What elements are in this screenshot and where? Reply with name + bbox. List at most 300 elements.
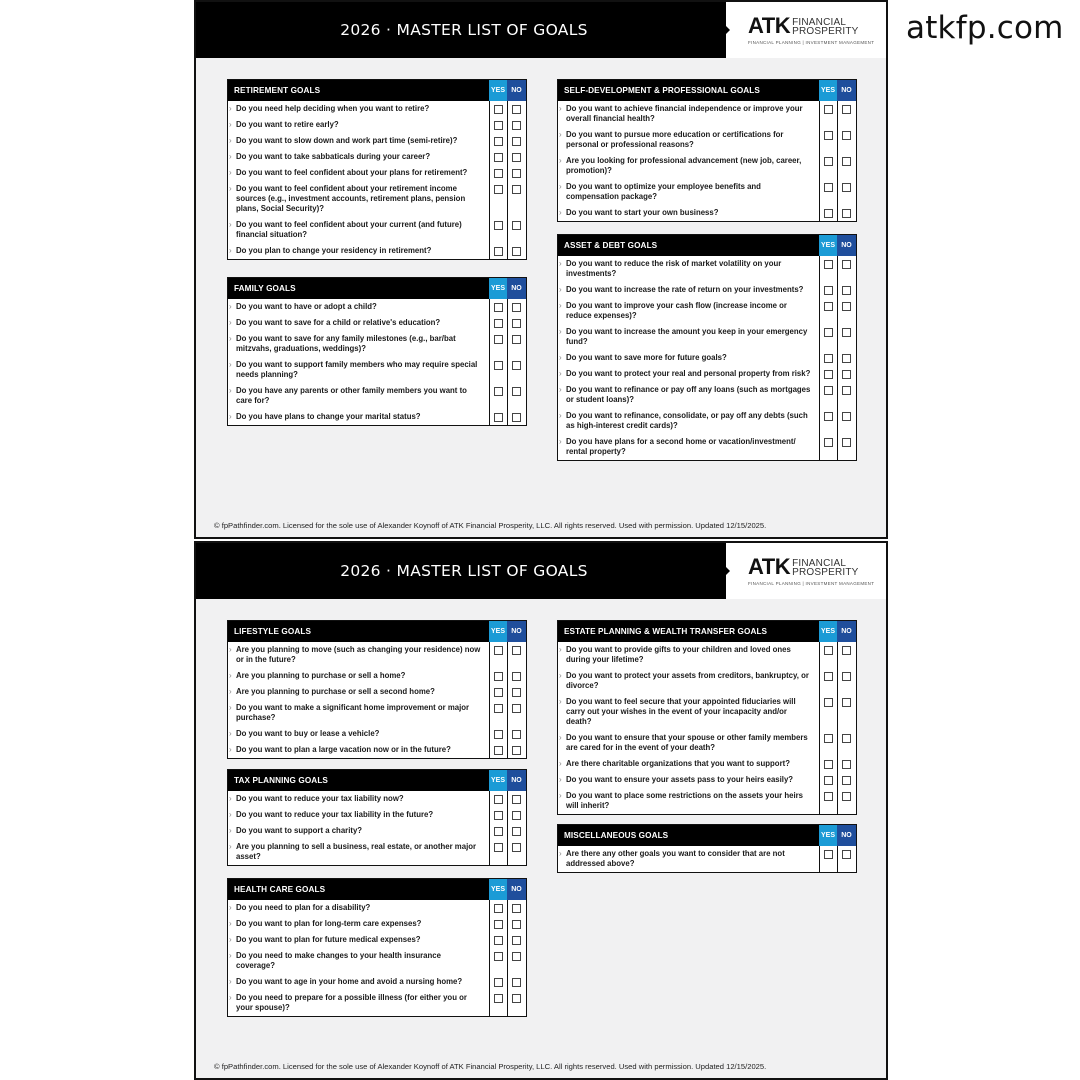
yes-checkbox[interactable] bbox=[494, 153, 503, 162]
yes-checkbox[interactable] bbox=[494, 646, 503, 655]
goal-question-cell bbox=[228, 133, 489, 149]
chevron-right-icon: › bbox=[559, 645, 562, 654]
goal-question: Do you want to protect your assets from creditors, bankruptcy, or divorce? bbox=[566, 671, 809, 690]
table-header bbox=[558, 80, 856, 101]
table-title: MISCELLANEOUS GOALS bbox=[564, 831, 669, 840]
no-cell bbox=[837, 788, 856, 814]
goal-question-cell bbox=[228, 974, 489, 990]
goal-question: Do you want to refinance, consolidate, or pay off any debts (such as high-interest credit cards)? bbox=[566, 411, 808, 430]
no-column-header: NO bbox=[837, 621, 856, 642]
yes-checkbox[interactable] bbox=[494, 247, 503, 256]
page-header bbox=[196, 2, 886, 58]
no-checkbox[interactable] bbox=[842, 386, 851, 395]
goal-question-cell bbox=[228, 299, 489, 315]
goal-question: Do you want to reduce your tax liability in the future? bbox=[236, 810, 434, 819]
goal-question-cell bbox=[558, 127, 819, 153]
no-cell bbox=[507, 990, 526, 1016]
goal-question: Do you have any parents or other family members you want to care for? bbox=[236, 386, 467, 405]
company-logo bbox=[748, 554, 859, 579]
yes-cell bbox=[489, 974, 507, 990]
no-checkbox[interactable] bbox=[842, 672, 851, 681]
yes-cell bbox=[819, 668, 837, 694]
table-header bbox=[228, 278, 526, 299]
goal-question: Do you want to save for a child or relative's education? bbox=[236, 318, 441, 327]
no-cell bbox=[837, 127, 856, 153]
goal-row bbox=[228, 217, 526, 243]
yes-cell bbox=[819, 756, 837, 772]
no-cell bbox=[507, 243, 526, 259]
goal-question-cell bbox=[228, 700, 489, 726]
no-cell bbox=[507, 974, 526, 990]
chevron-right-icon: › bbox=[229, 220, 232, 229]
no-checkbox[interactable] bbox=[842, 105, 851, 114]
chevron-right-icon: › bbox=[229, 703, 232, 712]
yes-checkbox[interactable] bbox=[494, 920, 503, 929]
chevron-right-icon: › bbox=[559, 791, 562, 800]
no-checkbox[interactable] bbox=[512, 920, 521, 929]
no-checkbox[interactable] bbox=[512, 153, 521, 162]
no-cell bbox=[837, 730, 856, 756]
table-lifestyle-goals bbox=[227, 620, 527, 759]
no-checkbox[interactable] bbox=[842, 646, 851, 655]
no-cell bbox=[507, 149, 526, 165]
title-notch-shape bbox=[724, 24, 730, 36]
site-url[interactable]: atkfp.com bbox=[906, 10, 1064, 46]
yes-cell bbox=[489, 726, 507, 742]
no-checkbox[interactable] bbox=[842, 157, 851, 166]
goal-question: Do you want to reduce your tax liability now? bbox=[236, 794, 404, 803]
yes-cell bbox=[819, 642, 837, 668]
yes-cell bbox=[489, 243, 507, 259]
no-cell bbox=[837, 179, 856, 205]
logo-mark: ATK bbox=[748, 554, 791, 579]
chevron-right-icon: › bbox=[559, 353, 562, 362]
yes-cell bbox=[489, 807, 507, 823]
goal-question-cell bbox=[558, 694, 819, 730]
yes-checkbox[interactable] bbox=[824, 209, 833, 218]
yes-cell bbox=[489, 133, 507, 149]
goal-row bbox=[558, 756, 856, 772]
goal-question: Do you want to retire early? bbox=[236, 120, 339, 129]
no-checkbox[interactable] bbox=[512, 221, 521, 230]
no-checkbox[interactable] bbox=[512, 169, 521, 178]
table-retirement-goals bbox=[227, 79, 527, 260]
no-checkbox[interactable] bbox=[512, 335, 521, 344]
yes-cell bbox=[489, 331, 507, 357]
table-health-care-goals bbox=[227, 878, 527, 1017]
no-checkbox[interactable] bbox=[842, 286, 851, 295]
yes-checkbox[interactable] bbox=[494, 361, 503, 370]
yes-checkbox[interactable] bbox=[824, 370, 833, 379]
yes-checkbox[interactable] bbox=[494, 827, 503, 836]
yes-cell bbox=[819, 127, 837, 153]
goal-question-cell bbox=[558, 205, 819, 221]
table-asset-debt-goals bbox=[557, 234, 857, 461]
yes-column-header: YES bbox=[489, 770, 507, 791]
yes-checkbox[interactable] bbox=[824, 131, 833, 140]
goal-question: Do you want to pursue more education or certifications for personal or professional reasons? bbox=[566, 130, 784, 149]
no-checkbox[interactable] bbox=[842, 354, 851, 363]
title-bar bbox=[196, 2, 732, 58]
goal-question: Do you want to make a significant home improvement or major purchase? bbox=[236, 703, 470, 722]
chevron-right-icon: › bbox=[229, 671, 232, 680]
no-cell bbox=[837, 756, 856, 772]
goal-row bbox=[228, 383, 526, 409]
goal-question: Do you want to feel confident about your plans for retirement? bbox=[236, 168, 468, 177]
yes-cell bbox=[489, 299, 507, 315]
yes-cell bbox=[489, 315, 507, 331]
goal-question-cell bbox=[228, 331, 489, 357]
yes-checkbox[interactable] bbox=[824, 354, 833, 363]
no-checkbox[interactable] bbox=[842, 183, 851, 192]
goal-question: Do you want to increase the rate of return on your investments? bbox=[566, 285, 804, 294]
goal-question-cell bbox=[228, 823, 489, 839]
yes-checkbox[interactable] bbox=[494, 221, 503, 230]
chevron-right-icon: › bbox=[229, 810, 232, 819]
yes-checkbox[interactable] bbox=[824, 776, 833, 785]
goal-row bbox=[228, 409, 526, 425]
no-cell bbox=[837, 668, 856, 694]
no-checkbox[interactable] bbox=[512, 994, 521, 1003]
chevron-right-icon: › bbox=[229, 334, 232, 343]
no-cell bbox=[837, 408, 856, 434]
goal-row bbox=[228, 839, 526, 865]
chevron-right-icon: › bbox=[229, 120, 232, 129]
yes-checkbox[interactable] bbox=[824, 438, 833, 447]
yes-column-header: YES bbox=[489, 278, 507, 299]
no-checkbox[interactable] bbox=[842, 328, 851, 337]
goal-row bbox=[558, 772, 856, 788]
goal-question-cell bbox=[228, 990, 489, 1016]
yes-checkbox[interactable] bbox=[494, 746, 503, 755]
goal-row bbox=[558, 205, 856, 221]
goal-question-cell bbox=[228, 684, 489, 700]
no-checkbox[interactable] bbox=[512, 904, 521, 913]
table-title: LIFESTYLE GOALS bbox=[234, 627, 312, 636]
chevron-right-icon: › bbox=[559, 327, 562, 336]
yes-checkbox[interactable] bbox=[494, 105, 503, 114]
goal-question-cell bbox=[558, 788, 819, 814]
goal-row bbox=[228, 900, 526, 916]
yes-checkbox[interactable] bbox=[824, 698, 833, 707]
yes-checkbox[interactable] bbox=[824, 260, 833, 269]
chevron-right-icon: › bbox=[229, 152, 232, 161]
yes-checkbox[interactable] bbox=[494, 413, 503, 422]
no-cell bbox=[837, 256, 856, 282]
yes-checkbox[interactable] bbox=[494, 121, 503, 130]
yes-cell bbox=[489, 900, 507, 916]
chevron-right-icon: › bbox=[559, 697, 562, 706]
goal-question: Do you want to start your own business? bbox=[566, 208, 719, 217]
yes-checkbox[interactable] bbox=[824, 646, 833, 655]
chevron-right-icon: › bbox=[229, 745, 232, 754]
yes-checkbox[interactable] bbox=[494, 688, 503, 697]
no-cell bbox=[507, 916, 526, 932]
yes-cell bbox=[819, 324, 837, 350]
no-checkbox[interactable] bbox=[512, 688, 521, 697]
chevron-right-icon: › bbox=[559, 759, 562, 768]
goal-question-cell bbox=[558, 846, 819, 872]
yes-checkbox[interactable] bbox=[824, 286, 833, 295]
chevron-right-icon: › bbox=[229, 977, 232, 986]
no-checkbox[interactable] bbox=[512, 303, 521, 312]
no-cell bbox=[837, 153, 856, 179]
yes-checkbox[interactable] bbox=[824, 734, 833, 743]
table-title: ESTATE PLANNING & WEALTH TRANSFER GOALS bbox=[564, 627, 768, 636]
chevron-right-icon: › bbox=[229, 826, 232, 835]
yes-checkbox[interactable] bbox=[824, 386, 833, 395]
yes-column-header: YES bbox=[819, 621, 837, 642]
chevron-right-icon: › bbox=[229, 935, 232, 944]
goal-question-cell bbox=[228, 742, 489, 758]
table-title: ASSET & DEBT GOALS bbox=[564, 241, 658, 250]
no-checkbox[interactable] bbox=[512, 704, 521, 713]
table-title: SELF-DEVELOPMENT & PROFESSIONAL GOALS bbox=[564, 86, 760, 95]
goal-question: Do you need to make changes to your health insurance coverage? bbox=[236, 951, 441, 970]
goal-question-cell bbox=[228, 357, 489, 383]
no-cell bbox=[837, 298, 856, 324]
no-checkbox[interactable] bbox=[512, 319, 521, 328]
no-checkbox[interactable] bbox=[512, 646, 521, 655]
no-cell bbox=[507, 331, 526, 357]
no-checkbox[interactable] bbox=[512, 247, 521, 256]
goal-question: Are there charitable organizations that you want to support? bbox=[566, 759, 790, 768]
yes-checkbox[interactable] bbox=[824, 792, 833, 801]
no-checkbox[interactable] bbox=[842, 412, 851, 421]
goal-question-cell bbox=[228, 839, 489, 865]
goal-question: Do you have plans for a second home or vacation/investment/ rental property? bbox=[566, 437, 796, 456]
chevron-right-icon: › bbox=[229, 993, 232, 1002]
goal-question: Do you need to plan for a disability? bbox=[236, 903, 371, 912]
goal-row bbox=[228, 315, 526, 331]
table-self-development-goals bbox=[557, 79, 857, 222]
no-checkbox[interactable] bbox=[512, 121, 521, 130]
yes-cell bbox=[489, 409, 507, 425]
goal-question: Do you want to have or adopt a child? bbox=[236, 302, 377, 311]
goal-row bbox=[228, 165, 526, 181]
goal-question: Do you want to provide gifts to your children and loved ones during your lifetime? bbox=[566, 645, 791, 664]
no-checkbox[interactable] bbox=[842, 370, 851, 379]
logo-area bbox=[726, 543, 888, 599]
yes-checkbox[interactable] bbox=[494, 904, 503, 913]
yes-checkbox[interactable] bbox=[824, 672, 833, 681]
no-cell bbox=[507, 807, 526, 823]
yes-column-header: YES bbox=[489, 621, 507, 642]
goal-row bbox=[228, 948, 526, 974]
yes-column-header: YES bbox=[489, 80, 507, 101]
no-checkbox[interactable] bbox=[512, 730, 521, 739]
goal-row bbox=[228, 299, 526, 315]
chevron-right-icon: › bbox=[559, 182, 562, 191]
yes-checkbox[interactable] bbox=[494, 811, 503, 820]
no-checkbox[interactable] bbox=[512, 795, 521, 804]
table-header bbox=[558, 621, 856, 642]
chevron-right-icon: › bbox=[229, 951, 232, 960]
chevron-right-icon: › bbox=[559, 369, 562, 378]
yes-cell bbox=[819, 179, 837, 205]
yes-checkbox[interactable] bbox=[494, 319, 503, 328]
no-cell bbox=[507, 900, 526, 916]
chevron-right-icon: › bbox=[559, 130, 562, 139]
chevron-right-icon: › bbox=[559, 671, 562, 680]
no-cell bbox=[507, 117, 526, 133]
yes-checkbox[interactable] bbox=[494, 672, 503, 681]
yes-cell bbox=[819, 846, 837, 872]
no-checkbox[interactable] bbox=[512, 672, 521, 681]
goal-question: Do you want to support a charity? bbox=[236, 826, 363, 835]
no-checkbox[interactable] bbox=[512, 105, 521, 114]
logo-line2: PROSPERITY bbox=[792, 26, 859, 37]
chevron-right-icon: › bbox=[229, 360, 232, 369]
yes-checkbox[interactable] bbox=[824, 328, 833, 337]
yes-checkbox[interactable] bbox=[494, 185, 503, 194]
yes-checkbox[interactable] bbox=[494, 795, 503, 804]
no-cell bbox=[507, 948, 526, 974]
goal-question: Do you want to refinance or pay off any loans (such as mortgages or student loans)? bbox=[566, 385, 811, 404]
no-checkbox[interactable] bbox=[842, 131, 851, 140]
no-column-header: NO bbox=[507, 770, 526, 791]
yes-cell bbox=[819, 282, 837, 298]
no-checkbox[interactable] bbox=[512, 387, 521, 396]
table-title: FAMILY GOALS bbox=[234, 284, 296, 293]
yes-checkbox[interactable] bbox=[824, 157, 833, 166]
no-checkbox[interactable] bbox=[842, 850, 851, 859]
no-checkbox[interactable] bbox=[512, 746, 521, 755]
no-checkbox[interactable] bbox=[512, 843, 521, 852]
no-checkbox[interactable] bbox=[842, 776, 851, 785]
yes-cell bbox=[489, 839, 507, 865]
yes-checkbox[interactable] bbox=[494, 978, 503, 987]
no-checkbox[interactable] bbox=[842, 209, 851, 218]
no-checkbox[interactable] bbox=[842, 438, 851, 447]
goal-question-cell bbox=[558, 153, 819, 179]
goal-question: Are there any other goals you want to consider that are not addressed above? bbox=[566, 849, 785, 868]
yes-cell bbox=[489, 916, 507, 932]
chevron-right-icon: › bbox=[229, 246, 232, 255]
yes-checkbox[interactable] bbox=[494, 303, 503, 312]
yes-cell bbox=[819, 694, 837, 730]
goal-question-cell bbox=[228, 409, 489, 425]
chevron-right-icon: › bbox=[559, 208, 562, 217]
goal-question: Do you want to support family members who may require special needs planning? bbox=[236, 360, 478, 379]
yes-cell bbox=[489, 165, 507, 181]
yes-checkbox[interactable] bbox=[824, 412, 833, 421]
goal-question-cell bbox=[228, 932, 489, 948]
goal-question-cell bbox=[228, 726, 489, 742]
no-column-header: NO bbox=[507, 879, 526, 900]
chevron-right-icon: › bbox=[559, 285, 562, 294]
no-checkbox[interactable] bbox=[842, 302, 851, 311]
logo-mark: ATK bbox=[748, 13, 791, 38]
yes-checkbox[interactable] bbox=[494, 843, 503, 852]
no-column-header: NO bbox=[507, 621, 526, 642]
yes-checkbox[interactable] bbox=[494, 704, 503, 713]
chevron-right-icon: › bbox=[229, 302, 232, 311]
goal-row bbox=[228, 149, 526, 165]
goal-row bbox=[558, 298, 856, 324]
goal-row bbox=[558, 434, 856, 460]
yes-checkbox[interactable] bbox=[494, 994, 503, 1003]
no-checkbox[interactable] bbox=[842, 734, 851, 743]
goal-question: Do you want to ensure that your spouse or other family members are cared for in the event of your death? bbox=[566, 733, 808, 752]
goal-row bbox=[228, 243, 526, 259]
yes-checkbox[interactable] bbox=[494, 936, 503, 945]
no-checkbox[interactable] bbox=[512, 827, 521, 836]
no-checkbox[interactable] bbox=[512, 936, 521, 945]
no-checkbox[interactable] bbox=[842, 698, 851, 707]
yes-cell bbox=[489, 948, 507, 974]
yes-checkbox[interactable] bbox=[494, 169, 503, 178]
no-checkbox[interactable] bbox=[512, 413, 521, 422]
yes-checkbox[interactable] bbox=[824, 183, 833, 192]
goal-question: Do you need help deciding when you want to retire? bbox=[236, 104, 430, 113]
yes-cell bbox=[489, 357, 507, 383]
no-checkbox[interactable] bbox=[512, 978, 521, 987]
yes-checkbox[interactable] bbox=[824, 760, 833, 769]
no-cell bbox=[837, 642, 856, 668]
no-cell bbox=[507, 315, 526, 331]
yes-checkbox[interactable] bbox=[494, 387, 503, 396]
yes-cell bbox=[819, 434, 837, 460]
chevron-right-icon: › bbox=[559, 259, 562, 268]
yes-checkbox[interactable] bbox=[494, 730, 503, 739]
no-checkbox[interactable] bbox=[842, 260, 851, 269]
goal-question: Are you looking for professional advancement (new job, career, promotion)? bbox=[566, 156, 802, 175]
goal-question-cell bbox=[558, 324, 819, 350]
yes-checkbox[interactable] bbox=[824, 302, 833, 311]
yes-cell bbox=[819, 772, 837, 788]
goal-question: Do you want to slow down and work part time (semi-retire)? bbox=[236, 136, 458, 145]
chevron-right-icon: › bbox=[559, 156, 562, 165]
table-tax-planning-goals bbox=[227, 769, 527, 866]
goal-question: Do you want to save for any family milestones (e.g., bar/bat mitzvahs, graduations, weddings)? bbox=[236, 334, 456, 353]
no-checkbox[interactable] bbox=[512, 185, 521, 194]
chevron-right-icon: › bbox=[229, 687, 232, 696]
goal-question-cell bbox=[228, 117, 489, 133]
no-checkbox[interactable] bbox=[512, 811, 521, 820]
goal-question: Do you have plans to change your marital status? bbox=[236, 412, 421, 421]
yes-checkbox[interactable] bbox=[824, 850, 833, 859]
no-checkbox[interactable] bbox=[512, 952, 521, 961]
yes-checkbox[interactable] bbox=[824, 105, 833, 114]
yes-cell bbox=[819, 408, 837, 434]
goal-row bbox=[558, 788, 856, 814]
goal-row bbox=[558, 694, 856, 730]
no-cell bbox=[507, 133, 526, 149]
goal-row bbox=[228, 823, 526, 839]
no-cell bbox=[507, 932, 526, 948]
no-checkbox[interactable] bbox=[842, 792, 851, 801]
no-checkbox[interactable] bbox=[512, 137, 521, 146]
worksheet-page-2 bbox=[194, 541, 888, 1080]
goal-row bbox=[228, 726, 526, 742]
goal-row bbox=[228, 684, 526, 700]
chevron-right-icon: › bbox=[229, 903, 232, 912]
yes-checkbox[interactable] bbox=[494, 137, 503, 146]
goal-question-cell bbox=[228, 948, 489, 974]
yes-checkbox[interactable] bbox=[494, 952, 503, 961]
goal-question: Are you planning to purchase or sell a home? bbox=[236, 671, 406, 680]
goal-row bbox=[558, 350, 856, 366]
no-checkbox[interactable] bbox=[842, 760, 851, 769]
goal-question-cell bbox=[558, 408, 819, 434]
yes-checkbox[interactable] bbox=[494, 335, 503, 344]
goal-question: Do you want to age in your home and avoid a nursing home? bbox=[236, 977, 463, 986]
goal-row bbox=[228, 932, 526, 948]
no-checkbox[interactable] bbox=[512, 361, 521, 370]
goal-question: Are you planning to sell a business, real estate, or another major asset? bbox=[236, 842, 477, 861]
goal-row bbox=[228, 791, 526, 807]
